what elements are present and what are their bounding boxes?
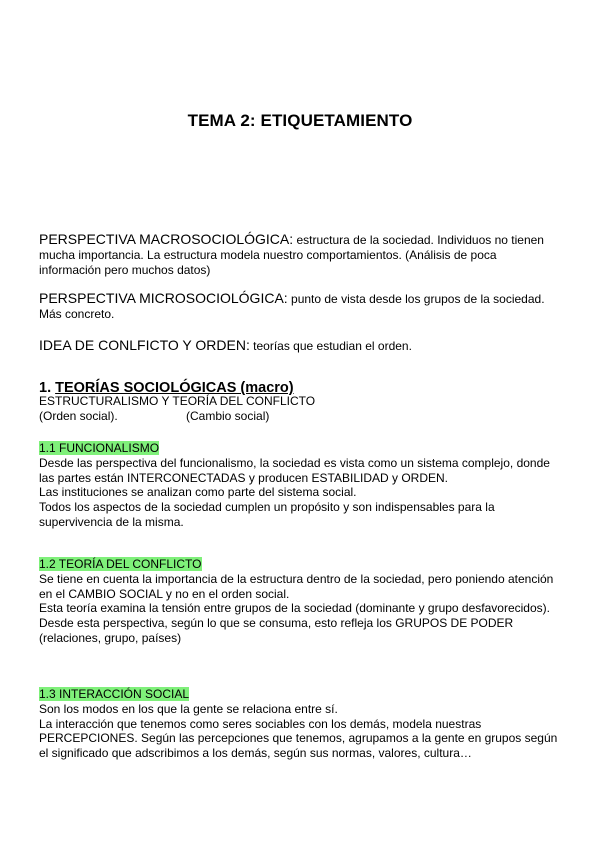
section-1 [39, 381, 559, 423]
paragraph: Son los modos en los que la gente se relaciona entre sí. [39, 701, 338, 716]
section-1-title: TEORÍAS SOCIOLÓGICAS (macro) [55, 380, 294, 396]
perspective-micro-text: punto de vista desde los grupos de la sociedad. Más concreto. [39, 292, 545, 321]
paragraph: La interacción que tenemos como seres sociables con los demás, modela nuestras PERCEPCIONES. Según las percepciones que tenemos, agrupamos a la gente en grupos según el significado que adscribimos a los demás, según sus normas, valores, cultura… [39, 716, 558, 761]
subsection-heading: 1.3 INTERACCIÓN SOCIAL [39, 687, 190, 701]
perspective-macro [39, 232, 559, 277]
paragraph: Las instituciones se analizan como parte del sistema social. [39, 485, 357, 500]
subsection-heading: 1.1 FUNCIONALISMO [39, 441, 160, 455]
idea-conflicto-orden [39, 338, 559, 354]
paragraph: Esta teoría examina la tensión entre grupos de la sociedad (dominante y grupo desfavorecidos). [39, 601, 550, 616]
paragraph: Se tiene en cuenta la importancia de la estructura dentro de la sociedad, pero poniendo atención en el CAMBIO SOCIAL y no en el orden social. [39, 571, 554, 601]
subsection-heading: 1.2 TEORÍA DEL CONFLICTO [39, 557, 202, 571]
cambio-social-label: (Cambio social) [186, 408, 270, 423]
paragraph: Desde esta perspectiva, según lo que se consuma, esto refleja los GRUPOS DE PODER (relaciones, grupo, países) [39, 616, 514, 645]
subsection-interaccion-social [39, 687, 559, 761]
paragraph: Desde las perspectiva del funcionalismo, la sociedad es vista como un sistema complejo, donde las partes están INTERCONECTADAS y producen ESTABILIDAD y ORDEN. [39, 455, 550, 485]
subsection-funcionalismo [39, 441, 559, 530]
paragraph: Todos los aspectos de la sociedad cumplen un propósito y son indispensables para la supervivencia de la misma. [39, 500, 495, 529]
section-1-line1: ESTRUCTURALISMO Y TEORÍA DEL CONFLICTO [39, 393, 316, 408]
perspective-micro [39, 291, 559, 322]
perspective-macro-text: estructura de la sociedad. Individuos no tienen mucha importancia. La estructura modela nuestro comportamientos. (Análisis de poca información pero muchos datos) [39, 233, 544, 277]
idea-conflicto-text: teorías que estudian el orden. [249, 339, 412, 353]
section-1-line2 [39, 409, 559, 424]
orden-social-label: (Orden social). [39, 408, 118, 423]
perspective-micro-term: PERSPECTIVA MICROSOCIOLÓGICA: [39, 290, 288, 306]
section-1-number: 1. [39, 380, 56, 396]
perspective-macro-term: PERSPECTIVA MACROSOCIOLÓGICA: [39, 231, 294, 247]
page-title: TEMA 2: ETIQUETAMIENTO [187, 111, 413, 130]
subsection-teoria-conflicto [39, 557, 559, 646]
idea-conflicto-term: IDEA DE CONLFICTO Y ORDEN: [39, 337, 250, 353]
